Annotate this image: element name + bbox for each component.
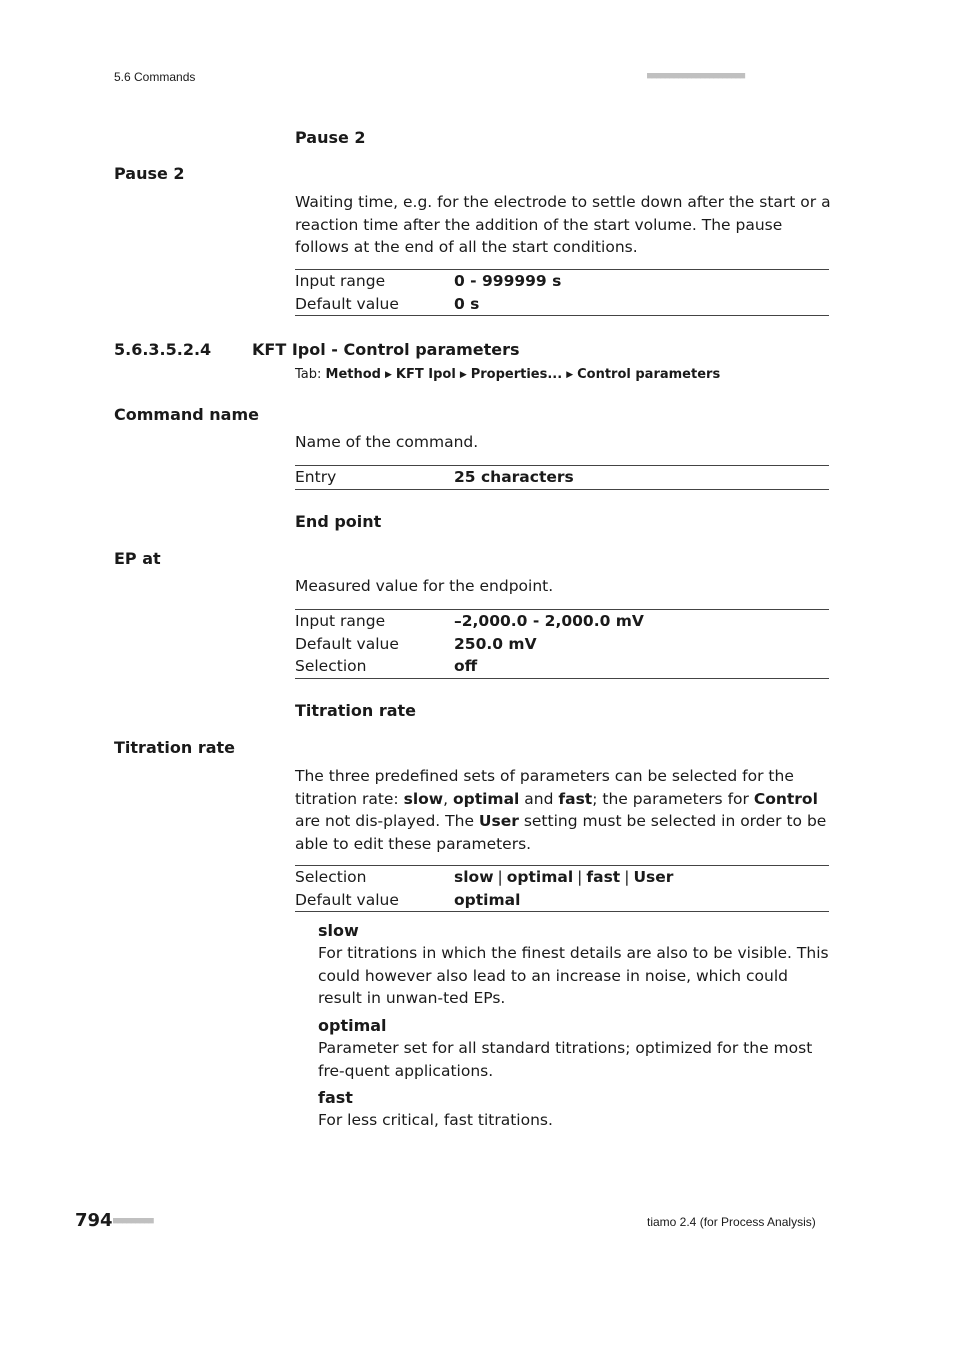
description-emphasis: Control <box>753 789 818 808</box>
property-value: 250.0 mV <box>454 634 537 653</box>
option-description: For less critical, fast titrations. <box>318 1111 553 1129</box>
footer-decorative-dots: ■■■■■■■■■ <box>113 1216 153 1226</box>
property-key: Selection <box>295 657 367 675</box>
ep-at-description: Measured value for the endpoint. <box>295 577 554 595</box>
property-key: Entry <box>295 468 337 486</box>
command-name-description: Name of the command. <box>295 433 479 451</box>
pause-param-name: Pause 2 <box>114 164 185 183</box>
page-number: 794 <box>75 1210 113 1231</box>
description-emphasis: fast <box>558 789 593 808</box>
selection-option: slow <box>454 868 494 886</box>
command-name-properties-table <box>295 465 829 490</box>
footer-product-name: tiamo 2.4 (for Process Analysis) <box>647 1215 816 1229</box>
description-text: , <box>443 789 453 808</box>
selection-separator: | <box>577 868 583 886</box>
table-row <box>295 655 829 678</box>
table-row <box>295 270 829 293</box>
description-emphasis: optimal <box>452 789 520 808</box>
triangle-right-icon: ▶ <box>385 370 392 380</box>
description-text: ; the parameters for <box>592 789 754 808</box>
property-value: 0 s <box>454 294 480 313</box>
section-title: KFT Ipol - Control parameters <box>252 340 520 359</box>
description-text: and <box>519 789 559 808</box>
command-name-param-name: Command name <box>114 405 259 424</box>
end-point-subheading: End point <box>295 512 382 531</box>
tab-path-breadcrumb <box>295 367 720 382</box>
ep-at-properties-table <box>295 609 829 679</box>
selection-option: User <box>633 868 674 886</box>
pause-subheading: Pause 2 <box>295 128 366 147</box>
description-emphasis: slow <box>403 789 444 808</box>
option-title: fast <box>318 1088 353 1107</box>
property-value: –2,000.0 - 2,000.0 mV <box>454 612 644 630</box>
table-row <box>295 866 829 889</box>
table-row <box>295 889 829 912</box>
section-number: 5.6.3.5.2.4 <box>114 340 212 359</box>
triangle-right-icon: ▶ <box>566 370 574 380</box>
selection-option: fast <box>586 868 621 886</box>
running-header-section: 5.6 Commands <box>114 70 196 84</box>
table-row <box>295 633 829 656</box>
titration-rate-description <box>295 765 835 855</box>
pause-properties-table <box>295 269 829 316</box>
property-key: Default value <box>295 294 399 313</box>
titration-rate-subheading: Titration rate <box>295 701 417 720</box>
description-text: setting must be selected in order to be able to edit these parameters. <box>295 812 827 853</box>
titration-rate-properties-table <box>295 865 829 912</box>
description-text: The three predefined sets of parameters can be selected for the titration rate: <box>295 767 794 808</box>
pause-description: Waiting time, e.g. for the electrode to settle down after the start or a reaction time after the addition of the start volume. The pause follows at the end of all the start conditions. <box>295 193 831 256</box>
ep-at-param-name: EP at <box>114 549 161 568</box>
option-title: slow <box>318 921 359 940</box>
property-value <box>454 866 829 889</box>
triangle-right-icon: ▶ <box>459 370 467 380</box>
option-description: For titrations in which the finest details are also to be visible. This could however also lead to an increase in noise, which could result in unwan-ted EPs. <box>318 944 829 1007</box>
titration-rate-param-name: Titration rate <box>114 738 236 757</box>
table-row <box>295 466 829 490</box>
option-title: optimal <box>318 1016 387 1035</box>
tab-path-item: Control parameters <box>577 367 721 382</box>
property-value: 25 characters <box>454 468 574 486</box>
table-row <box>295 293 829 316</box>
property-key: Input range <box>295 272 386 290</box>
selection-separator: | <box>497 868 503 886</box>
property-key: Default value <box>295 890 399 909</box>
property-value: 0 - 999999 s <box>454 272 562 290</box>
property-value: optimal <box>454 890 521 909</box>
description-emphasis: User <box>478 812 519 830</box>
tab-path-item: Properties... <box>470 367 563 382</box>
property-value: off <box>454 657 478 675</box>
tab-path-item: KFT Ipol <box>395 367 456 382</box>
description-text: are not dis-played. The <box>295 812 479 830</box>
property-key: Input range <box>295 612 386 630</box>
tab-path-item: Method <box>325 367 381 382</box>
header-decorative-dots: ■■■■■■■■■■■■■■■■■■■■■■ <box>647 71 745 81</box>
property-key: Default value <box>295 634 399 653</box>
property-key: Selection <box>295 868 367 886</box>
table-row <box>295 610 829 633</box>
selection-separator: | <box>624 868 630 886</box>
selection-option: optimal <box>506 868 574 886</box>
option-description: Parameter set for all standard titrations; optimized for the most fre-quent applications. <box>318 1039 813 1080</box>
tab-label: Tab: <box>295 367 322 382</box>
